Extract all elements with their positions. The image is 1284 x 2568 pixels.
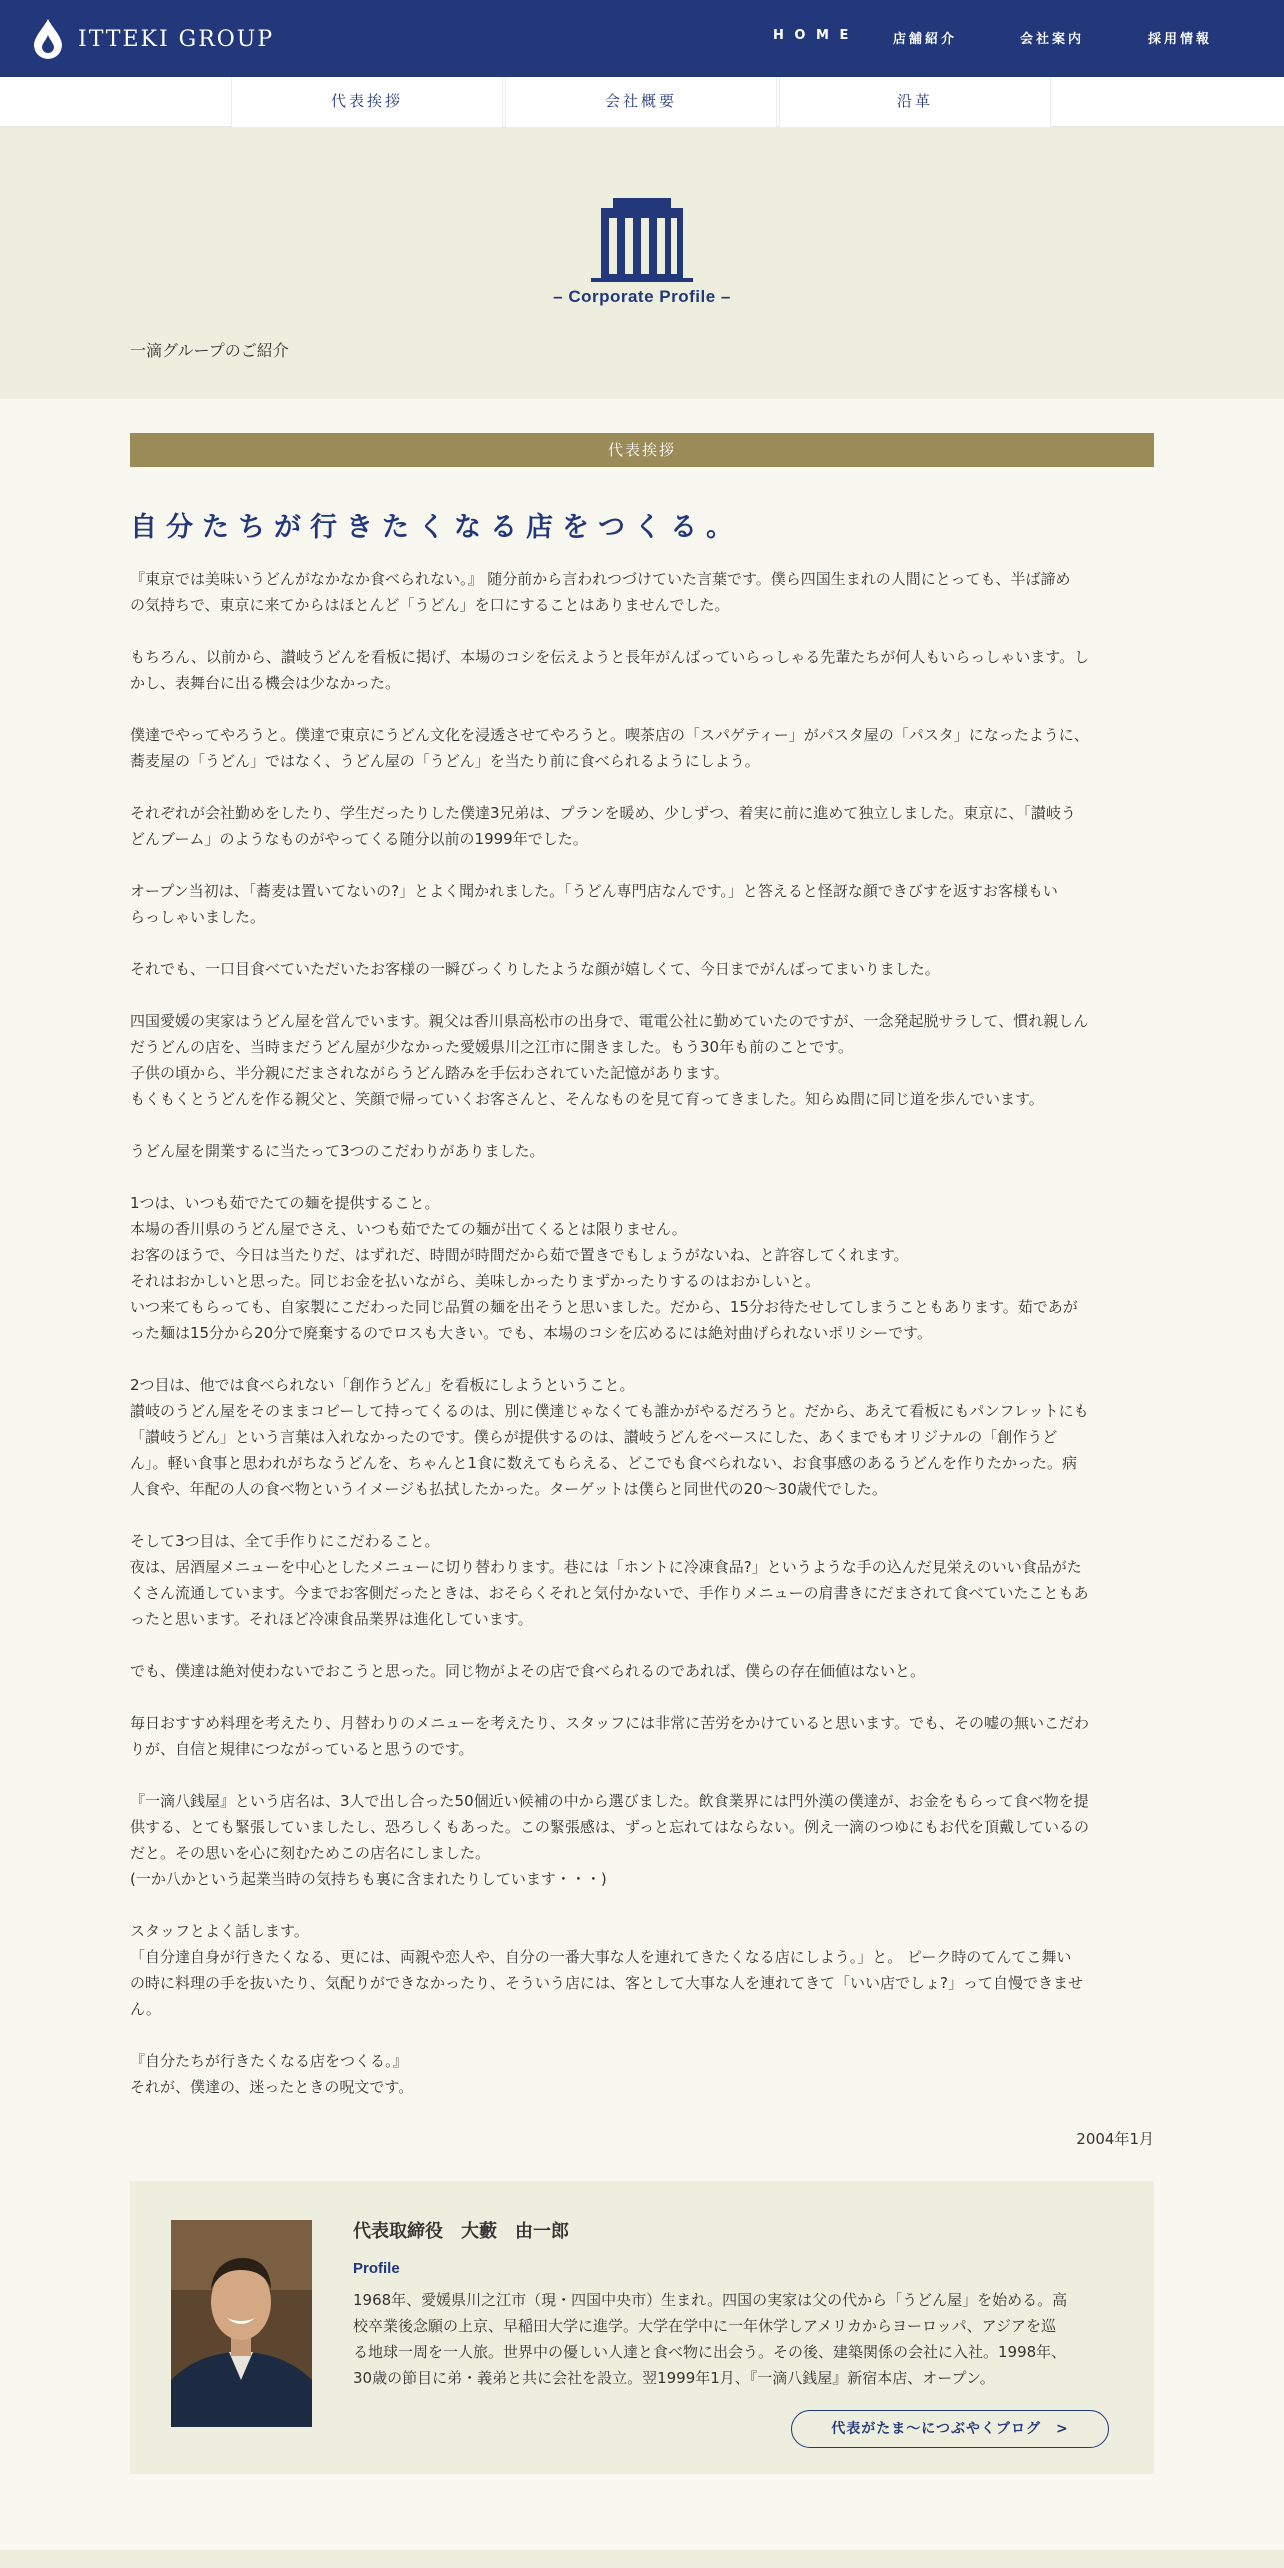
body-line: の気持ちで、東京に来てからはほとんど「うどん」を口にすることはありませんでした。 — [130, 596, 730, 614]
hero-banner — [0, 127, 1284, 399]
nav-home[interactable]: H O M E — [773, 28, 852, 43]
profile-card — [130, 2181, 1154, 2474]
body-line: だと。その思いを心に刻むためこの店名にしました。 — [130, 1844, 491, 1862]
body-line: 四国愛媛の実家はうどん屋を営んでいます。親父は香川県高松市の出身で、電電公社に勤めていたのですが、一念発起脱サラして、慣れ親しん — [130, 1012, 1089, 1030]
body-line: (一か八かという起業当時の気持ちも裏に含まれたりしています・・・) — [130, 1870, 607, 1888]
profile-label: Profile — [353, 2260, 400, 2277]
body-line: 蕎麦屋の「うどん」ではなく、うどん屋の「うどん」を当たり前に食べられるようにしよう。 — [130, 752, 760, 770]
body-line: ん。 — [130, 2000, 161, 2018]
profile-line: る地球一周を一人旅。世界中の優しい人達と食べ物に出会う。その後、建築関係の会社に入社。1998年、 — [353, 2343, 1067, 2361]
body-line: スタッフとよく話します。 — [130, 1922, 309, 1940]
sub-nav — [0, 77, 1284, 127]
body-line: いつ来てもらっても、自家製にこだわった同じ品質の麺を出そうと思いました。だから、15分お待たせしてしまうこともあります。茹であが — [130, 1298, 1078, 1316]
section-heading: 代表挨拶 — [130, 433, 1154, 467]
greeting-body — [130, 566, 1154, 2126]
body-paragraph — [130, 956, 1154, 982]
body-line: もくもくとうどんを作る親父と、笑顔で帰っていくお客さんと、そんなものを見て育ってきました。知らぬ間に同じ道を歩んでいます。 — [130, 1090, 1044, 1108]
body-line: 僕達でやってやろうと。僕達で東京にうどん文化を浸透させてやろうと。喫茶店の「スパゲティー」がパスタ屋の「パスタ」になったように、 — [130, 726, 1089, 744]
page-headline: 自分たちが行きたくなる店をつくる。 — [130, 512, 742, 543]
body-line: の時に料理の手を抜いたり、気配りができなかったり、そういう店には、客として大事な人を連れてきて「いい店でしょ?」って自慢できませ — [130, 1974, 1083, 1992]
body-line: 「自分達自身が行きたくなる、更には、両親や恋人や、自分の一番大事な人を連れてきたくなる店にしよう。」と。 ピーク時のてんてこ舞い — [130, 1948, 1072, 1966]
body-line: 『東京では美味いうどんがなかなか食べられない。』 随分前から言われつづけていた言葉です。僕ら四国生まれの人間にとっても、半ば諦め — [130, 570, 1071, 588]
nav-company[interactable]: 会社案内 — [1020, 32, 1085, 47]
body-paragraph — [130, 1528, 1154, 1632]
footer-strip — [0, 2550, 1284, 2568]
body-line: 供する、とても緊張していましたし、恐ろしくもあった。この緊張感は、ずっと忘れてはならない。例え一滴のつゆにもお代を頂戴しているの — [130, 1818, 1089, 1836]
body-paragraph — [130, 878, 1154, 930]
body-line: かし、表舞台に出る機会は少なかった。 — [130, 674, 401, 692]
body-line: くさん流通しています。今までお客側だったときは、おそらくそれと気付かないで、手作りメニューの肩書きにだまされて食べていたこともあ — [130, 1584, 1089, 1602]
body-paragraph — [130, 566, 1154, 618]
body-line: そして3つ目は、全て手作りにこだわること。 — [130, 1532, 440, 1550]
body-line: それぞれが会社勤めをしたり、学生だったりした僕達3兄弟は、プランを暖め、少しずつ、着実に前に進めて独立しました。東京に、「讃岐う — [130, 804, 1076, 822]
body-paragraph — [130, 1710, 1154, 1762]
body-line: オープン当初は、「蕎麦は置いてないの?」とよく聞かれました。「うどん専門店なんです。」と答えると怪訝な顔できびすを返すお客様もい — [130, 882, 1058, 900]
body-paragraph — [130, 800, 1154, 852]
profile-line: 1968年、愛媛県川之江市（現・四国中央市）生まれ。四国の実家は父の代から「うどん屋」を始める。高 — [353, 2291, 1068, 2309]
nav-stores[interactable]: 店舗紹介 — [893, 32, 958, 47]
ceo-name: 代表取締役 大藪 由一郎 — [353, 2221, 569, 2242]
greeting-date: 2004年1月 — [1076, 2130, 1154, 2148]
body-line: らっしゃいました。 — [130, 908, 266, 926]
body-line: もちろん、以前から、讃岐うどんを看板に掲げ、本場のコシを伝えようと長年がんばっていらっしゃる先輩たちが何人もいらっしゃいます。し — [130, 648, 1090, 666]
body-line: 1つは、いつも茹でたての麺を提供すること。 — [130, 1194, 440, 1212]
body-line: お客のほうで、今日は当たりだ、はずれだ、時間が時間だから茹で置きでもしょうがないね、と許容してくれます。 — [130, 1246, 909, 1264]
body-line: 夜は、居酒屋メニューを中心としたメニューに切り替わります。巷には「ホントに冷凍食品?」というような手の込んだ見栄えのいい食品がた — [130, 1558, 1082, 1576]
body-line: 毎日おすすめ料理を考えたり、月替わりのメニューを考えたり、スタッフには非常に苦労をかけていると思います。でも、その嘘の無いこだわ — [130, 1714, 1089, 1732]
body-line: った麺は15分から20分で廃棄するのでロスも大きい。でも、本場のコシを広めるには絶対曲げられないポリシーです。 — [130, 1324, 932, 1342]
body-line: それが、僕達の、迷ったときの呪文です。 — [130, 2078, 414, 2096]
body-line: だうどんの店を、当時まだうどん屋が少なかった愛媛県川之江市に開きました。もう30年も前のことです。 — [130, 1038, 853, 1056]
body-line: 2つ目は、他では食べられない「創作うどん」を看板にしようということ。 — [130, 1376, 635, 1394]
body-line: うどん屋を開業するに当たって3つのこだわりがありました。 — [130, 1142, 545, 1160]
body-paragraph — [130, 644, 1154, 696]
hero-subtitle: 一滴グループのご紹介 — [130, 341, 289, 360]
body-line: 讃岐のうどん屋をそのままコピーして持ってくるのは、別に僕達じゃなくても誰かがやるだろうと。だから、あえて看板にもパンフレットにも — [130, 1402, 1089, 1420]
nav-recruit[interactable]: 採用情報 — [1148, 32, 1213, 47]
subnav-greeting[interactable]: 代表挨拶 — [231, 77, 503, 127]
body-paragraph — [130, 1138, 1154, 1164]
body-line: 『一滴八銭屋』という店名は、3人で出し合った50個近い候補の中から選びました。飲食業界には門外漢の僕達が、お金をもらって食べ物を提 — [130, 1792, 1089, 1810]
main-nav — [0, 28, 1284, 48]
body-paragraph — [130, 722, 1154, 774]
body-paragraph — [130, 2048, 1154, 2100]
body-paragraph — [130, 1788, 1154, 1892]
body-line: ん」。軽い食事と思われがちなうどんを、ちゃんと1食に数えてもらえる、どこでも食べられない、お食事感のあるうどんを作りたかった。病 — [130, 1454, 1078, 1472]
body-line: ったと思います。それほど冷凍食品業界は進化しています。 — [130, 1610, 533, 1628]
profile-line: 校卒業後念願の上京、早稲田大学に進学。大学在学中に一年休学しアメリカからヨーロッパ、アジアを巡 — [353, 2317, 1057, 2335]
body-line: 人食や、年配の人の食べ物というイメージも払拭したかった。ターゲットは僕らと同世代の20～30歳代でした。 — [130, 1480, 887, 1498]
body-line: りが、自信と規律につながっていると思うのです。 — [130, 1740, 474, 1758]
body-line: どんブーム」のようなものがやってくる随分以前の1999年でした。 — [130, 830, 588, 848]
body-paragraph — [130, 1008, 1154, 1112]
body-line: それでも、一口目食べていただいたお客様の一瞬びっくりしたような顔が嬉しくて、今日までがんばってまいりました。 — [130, 960, 940, 978]
body-paragraph — [130, 1918, 1154, 2022]
body-line: でも、僕達は絶対使わないでおこうと思った。同じ物がよその店で食べられるのであれば、僕らの存在価値はないと。 — [130, 1662, 926, 1680]
blog-button[interactable]: 代表がたま～につぶやくブログ > — [791, 2410, 1109, 2448]
body-line: それはおかしいと思った。同じお金を払いながら、美味しかったりまずかったりするのはおかしいと。 — [130, 1272, 821, 1290]
site-header — [0, 0, 1284, 77]
profile-line: 30歳の節目に弟・義弟と共に会社を設立。翌1999年1月、『一滴八銭屋』新宿本店、オープン。 — [353, 2369, 995, 2387]
body-line: 『自分たちが行きたくなる店をつくる。』 — [130, 2052, 408, 2070]
body-line: 「讃岐うどん」という言葉は入れなかったのです。僕らが提供するのは、讃岐うどんをベースにした、あくまでもオリジナルの「創作うど — [130, 1428, 1058, 1446]
profile-text — [353, 2287, 1113, 2391]
hero-title: – Corporate Profile – — [553, 287, 731, 306]
body-paragraph — [130, 1190, 1154, 1346]
building-icon — [591, 198, 693, 282]
body-line: 子供の頃から、半分親にだまされながらうどん踏みを手伝わされていた記憶があります。 — [130, 1064, 729, 1082]
ceo-photo — [171, 2220, 312, 2427]
body-paragraph — [130, 1372, 1154, 1502]
subnav-overview[interactable]: 会社概要 — [505, 77, 777, 127]
body-paragraph — [130, 1658, 1154, 1684]
subnav-history[interactable]: 沿革 — [779, 77, 1051, 127]
body-line: 本場の香川県のうどん屋でさえ、いつも茹でたての麺が出てくるとは限りません。 — [130, 1220, 687, 1238]
brand-name: ITTEKI GROUP — [78, 26, 275, 52]
